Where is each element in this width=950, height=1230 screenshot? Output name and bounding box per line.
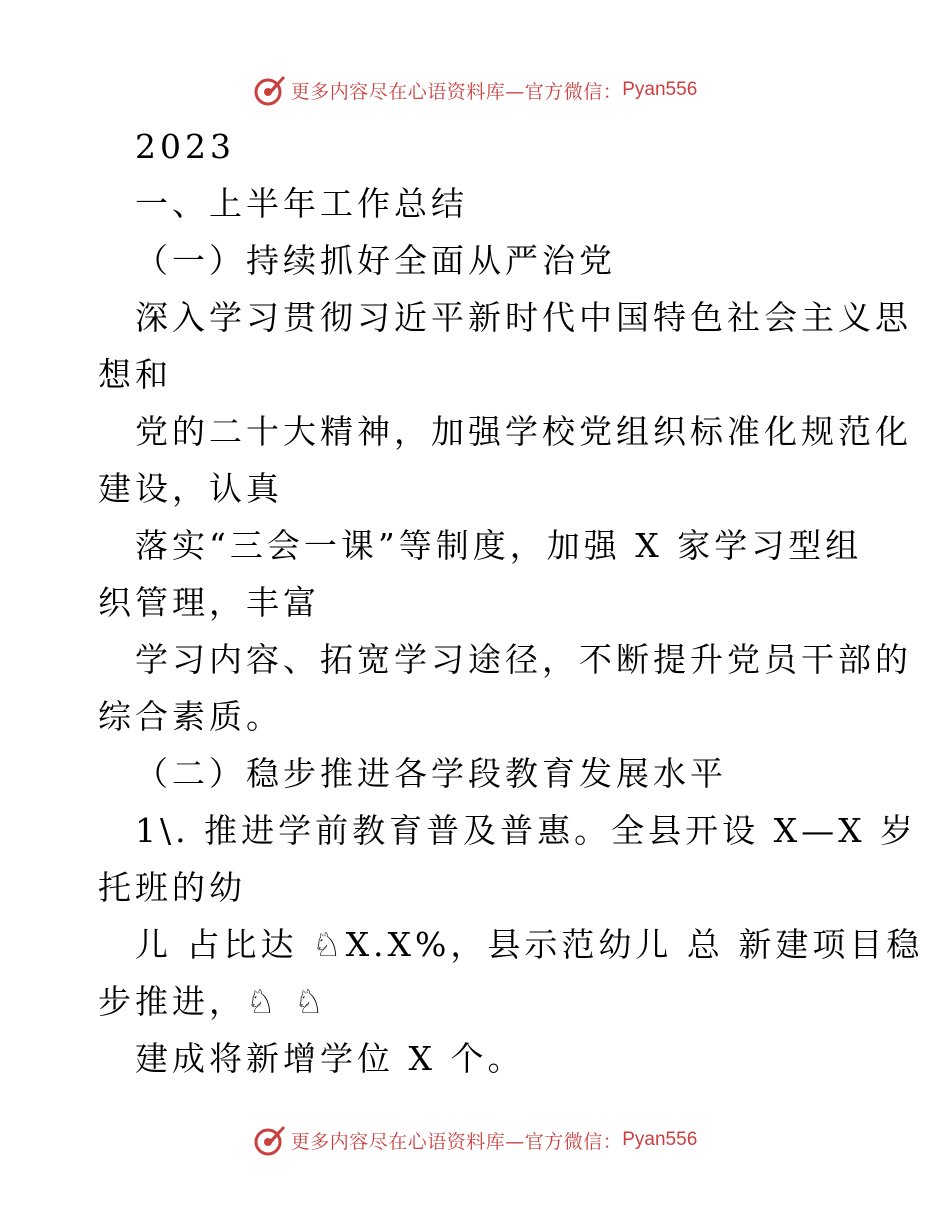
paragraph-line: 织管理，丰富 <box>98 583 320 622</box>
paragraph-line: 建成将新增学位 X 个。 <box>135 1039 525 1078</box>
watermark-text: 更多内容尽在心语资料库—官方微信： <box>290 1130 623 1153</box>
watermark-wechat-id: Pyan556 <box>622 79 698 100</box>
header-watermark <box>0 70 950 110</box>
paragraph-line: 党的二十大精神，加强学校党组织标准化规范化 <box>135 412 912 451</box>
document-body <box>98 118 924 1087</box>
paragraph-line: 想和 <box>98 355 172 394</box>
paragraph-line: 学习内容、拓宽学习途径，不断提升党员干部的 <box>135 640 912 679</box>
quill-logo-icon <box>253 1123 287 1157</box>
subheading-education-development: （二）稳步推进各学段教育发展水平 <box>135 754 727 793</box>
footer-watermark <box>0 1120 950 1160</box>
paragraph-line: 落实“三会一课”等制度，加强 X 家学习型组 <box>135 526 863 565</box>
paragraph-line: 儿 占比达 ♘X.X%，县示范幼儿 总 新建项目稳 <box>135 925 924 964</box>
paragraph-line: 托班的幼 <box>98 868 246 907</box>
watermark-text: 更多内容尽在心语资料库—官方微信： <box>290 80 623 103</box>
paragraph-line: 综合素质。 <box>98 697 283 736</box>
paragraph-line: 1\. 推进学前教育普及普惠。全县开设 X—X 岁 <box>135 811 918 850</box>
subheading-party-governance: （一）持续抓好全面从严治党 <box>135 241 616 280</box>
watermark-wechat-id: Pyan556 <box>622 1129 698 1150</box>
paragraph-line: 建设，认真 <box>98 469 283 508</box>
paragraph-line: 深入学习贯彻习近平新时代中国特色社会主义思 <box>135 298 912 337</box>
quill-logo-icon <box>253 73 287 107</box>
doc-year: 2023 <box>135 127 235 166</box>
heading-first-half-summary: 一、上半年工作总结 <box>135 184 468 223</box>
paragraph-line: 步推进，♘ ♘ <box>98 982 328 1021</box>
